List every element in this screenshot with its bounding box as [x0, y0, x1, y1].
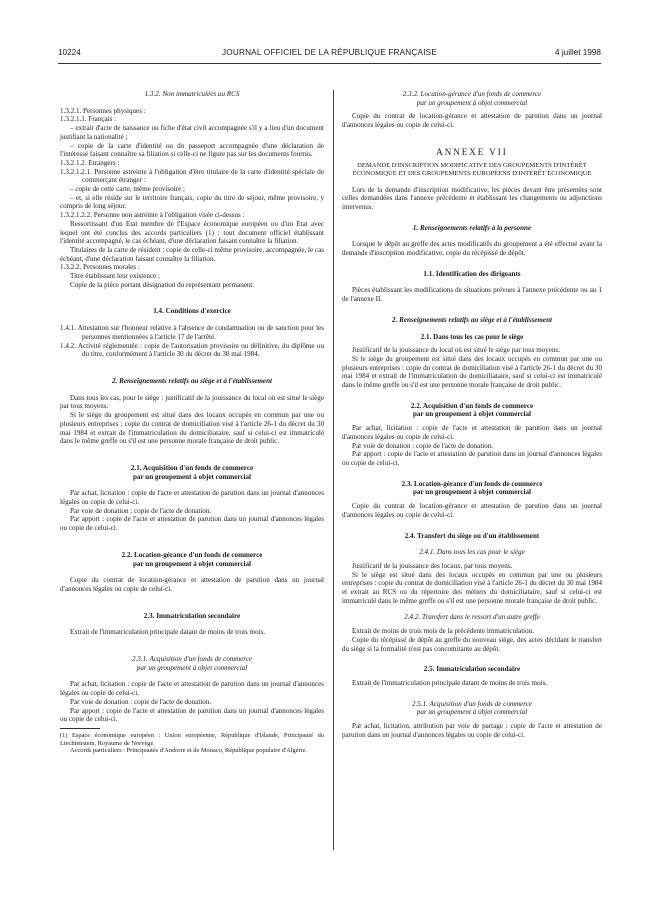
paragraph: Copie du récépissé de dépôt au greffe du nouveau siège, des actes décidant le transfert du siège si la formalité n'est pas concomitante au dépôt. [342, 635, 602, 653]
paragraph: 1.4.1. Attestation sur l'honneur relative à l'absence de condamnation ou de sanction pour les personnes mentionnées à l'article 17 de l'arrêté. [60, 324, 324, 341]
section-title: 2.1. Acquisition d'un fonds de commerce [130, 463, 254, 472]
section-title: par un groupement à objet commercial [412, 488, 532, 497]
paragraph: – et, si elle réside sur le territoire français, copie du titre de séjour, même provisoire, y compris de long séjour. [60, 193, 324, 211]
paragraph: Justificatif de la jouissance du local où est situé le siège par tous moyens. [352, 346, 561, 355]
paragraph: Lorsque le dépôt au greffe des actes modificatifs du groupement a été effectué avant la demande d'inscription modificative, copie du récépissé de dépôt. [342, 240, 602, 258]
section-title: 2.5. Immatriculation secondaire [423, 665, 521, 674]
paragraph: Dans tous les cas, pour le siège : justificatif de la jouissance du local où est situé le siège par tous moyens. [60, 393, 324, 411]
paragraph: Extrait de l'immatriculation principale datant de moins de trois mois. [352, 678, 548, 687]
footnote: (1) Espace économique européen : Union européenne, République d'Islande, Principauté du Liechtenstein, Royaume de Norvège [60, 731, 324, 747]
page-header [58, 48, 601, 62]
section-title: 1.3.2. Non immatriculées au RCS [144, 90, 240, 98]
paragraph: Si le siège du groupement est situé dans des locaux occupés en commun par une ou plusieurs entreprises : copie du contrat de domiciliation visé à l'article 26-1 du décret du 30 mai 1984 et extrait de l'immatriculation du domiciliataire, sauf si celui-ci est immatriculé dans le même greffe ou s'il est une personne morale française de droit public. [60, 411, 324, 446]
paragraph: Par achat, licitation : copie de l'acte et attestation de parution dans un journal d'annonces légales ou copie de celui-ci. [60, 489, 324, 507]
paragraph: – copie de la carte d'identité ou du passeport accompagnée d'une déclaration de l'intéressé faisant connaître sa filiation si celle-ci ne figure pas sur les documents fournis. [60, 141, 324, 159]
paragraph: Justificatif de la jouissance des locaux, par tous moyens. [352, 561, 513, 570]
paragraph: Par apport : copie de l'acte et attestation de parution dans un journal d'annonces légales ou copie de celui-ci. [60, 515, 324, 533]
paragraph: Titre établissant leur existence ; [70, 272, 160, 281]
paragraph: – extrait d'acte de naissance ou fiche d'état civil accompagnée s'il y a lieu d'un document justifiant la nationalité ; [60, 124, 324, 141]
journal-title: JOURNAL OFFICIEL DE LA RÉPUBLIQUE FRANÇAISE [221, 48, 437, 57]
paragraph: Par achat, licitation, attribution par voie de partage : copie de l'acte et attestation de parution dans un journal d'annonces légales ou copie de celui-ci. [342, 722, 602, 739]
section-title: par un groupement à objet commercial [416, 708, 528, 717]
left-column [60, 90, 324, 755]
page-number: 10224 [58, 48, 81, 57]
section-title: 2.1. Dans tous les cas pour le siège [420, 332, 524, 341]
paragraph: 1.3.2.1.2.2. Personne non astreinte à l'obligation visée ci-dessus : [60, 211, 245, 220]
section-title: 2.3.1. Acquisition d'un fonds de commerce [131, 655, 253, 664]
paragraph: Titulaires de la carte de résident : copie de celle-ci même provisoire, accompagnée, le cas échéant, d'une déclaration faisant connaître la filiation. [60, 245, 324, 263]
section-title: 2. Renseignements relatifs au siège et à l'établissement [112, 376, 272, 385]
section-title: 1.4. Conditions d'exercice [153, 307, 231, 316]
paragraph: Extrait de moins de trois mois de la précédente immatriculation. [352, 627, 535, 636]
paragraph: 1.4.2. Activité réglementée : copie de l'autorisation provisoire ou définitive, du diplôme ou du titre, conformément à l'article 30 du décret du 30 mai 1984. [60, 341, 324, 359]
paragraph: Par voie de donation : copie de l'acte de donation. [352, 441, 494, 450]
section-title: 2.3.2. Location-gérance d'un fonds de commerce [402, 90, 542, 98]
paragraph: 1.3.2.1.1. Français : [60, 115, 117, 124]
section-title: 2.2. Acquisition d'un fonds de commerce [410, 401, 534, 410]
section-title: 2. Renseignements relatifs au siège et à l'établissement [392, 315, 552, 324]
section-title: par un groupement à objet commercial [132, 472, 252, 481]
paragraph: 1.3.2.2. Personnes morales : [60, 263, 140, 272]
paragraph: Ressortissant d'un Etat membre de l'Espace économique européen ou d'un Etat avec lequel ont été conclus des accords particuliers (1) : tout document officiel établissant l'identité accompagné, le cas échéant, d'une déclaration faisant connaître la filiation. [60, 219, 324, 246]
section-title: 1.1. Identification des dirigeants [423, 269, 521, 278]
paragraph: Lors de la demande d'inscription modificative, les pièces devant être présentées sont celles demandées dans l'annexe précédente et établissant les changements ou adjonctions intervenus. [342, 185, 602, 211]
column-separator [333, 90, 334, 850]
paragraph: 1.3.2.1. Personnes physiques : [60, 106, 146, 115]
footnote-rule [60, 728, 100, 729]
paragraph: 1.3.2.1.2.1. Personne astreinte à l'obligation d'être titulaire de la carte d'identité spéciale de commerçant étranger : [60, 167, 324, 185]
paragraph: Copie de la pièce portant désignation du représentant permanent. [70, 280, 255, 289]
paragraph: Copie du contrat de location-gérance et attestation de parution dans un journal d'annonces légales ou copie de celui-ci. [342, 112, 602, 130]
issue-date: 4 juillet 1998 [555, 48, 601, 57]
paragraph: 1.3.2.1.2. Etrangers : [60, 158, 120, 167]
paragraph: Si le siège du groupement est situé dans des locaux occupés en commun par une ou plusieurs entreprises : copie du contrat de domiciliation visé à l'article 26-1 du décret du 30 mai 1984 et extrait de l'immatriculation du domiciliataire, sauf si celui-ci est immatriculé dans le même greffe ou s'il est une personne morale française de droit public. [342, 354, 602, 390]
footnote: Accords particuliers : Principautés d'Andorre et de Monaco, République populaire d'Algérie. [70, 747, 307, 755]
paragraph: Par apport : copie de l'acte et attestation de parution dans un journal d'annonces légales ou copie de celui-ci. [60, 706, 324, 724]
section-title: 2.4.2. Transfert dans le ressort d'un autre greffe [404, 613, 540, 622]
section-title: 2.3. Immatriculation secondaire [143, 611, 241, 620]
section-title: 2.3. Location-gérance d'un fonds de commerce [401, 479, 543, 488]
right-column [342, 90, 602, 739]
section-title: par un groupement à objet commercial [412, 410, 532, 419]
paragraph: Par achat, licitation : copie de l'acte et attestation de parution dans un journal d'annonces légales ou copie de celui-ci. [60, 680, 324, 698]
paragraph: Par voie de donation : copie de l'acte de donation. [70, 697, 212, 706]
annex-title: ANNEXE VII [436, 146, 508, 157]
section-title: par un groupement à objet commercial [136, 663, 248, 672]
paragraph: Extrait de l'immatriculation principale datant de moins de trois mois. [70, 628, 266, 637]
section-title: par un groupement à objet commercial [416, 98, 528, 107]
paragraph: Par apport : copie de l'acte et attestation de parution dans un journal d'annonces légales ou copie de celui-ci. [342, 450, 602, 467]
section-title: 1. Renseignements relatifs à la personne [412, 223, 532, 232]
paragraph: Copie du contrat de location-gérance et attestation de parution dans un journal d'annonces légales ou copie de celui-ci. [60, 576, 324, 593]
section-title: 2.2. Location-gérance d'un fonds de commerce [121, 550, 263, 559]
section-title: 2.5.1. Acquisition d'un fonds de commerce [411, 699, 533, 708]
paragraph: Si le siège est situé dans des locaux occupés en commun par une ou plusieurs entreprises : copie du contrat de domiciliation visé à l'article 26-1 du décret du 30 mai 1984 et extrait au RCS ou du répertoire des métiers du domiciliataire, sauf si celui-ci est immatriculé dans le même greffe ou s'il est une personne morale française de droit public. [342, 570, 602, 605]
header-rule [58, 63, 601, 64]
paragraph: Copie du contrat de location-gérance et attestation de parution dans un journal d'annonces légales ou copie de celui-ci. [342, 502, 602, 519]
paragraph: Pièces établissant les modifications de situations prévues à l'annexe précédente ou au 1 de l'annexe II. [342, 286, 602, 304]
paragraph: Par voie de donation : copie de l'acte de donation. [70, 506, 212, 515]
section-title: 2.4. Transfert du siège ou d'un établissement [404, 531, 540, 540]
paragraph: Par achat, licitation : copie de l'acte et attestation de parution dans un journal d'annonces légales ou copie de celui-ci. [342, 424, 602, 441]
section-title: par un groupement à objet commercial [132, 559, 252, 568]
paragraph: – copie de cette carte, même provisoire ; [70, 185, 186, 194]
section-title: 2.4.1. Dans tous les cas pour le siège [419, 548, 525, 557]
annex-subtitle: DEMANDE D'INSCRIPTION MODIFICATIVE DES GROUPEMENTS D'INTÉRÊT ÉCONOMIQUE ET DES GROUPEMENTS EUROPÉENS D'INTÉRÊT ÉCONOMIQUE [352, 161, 592, 177]
